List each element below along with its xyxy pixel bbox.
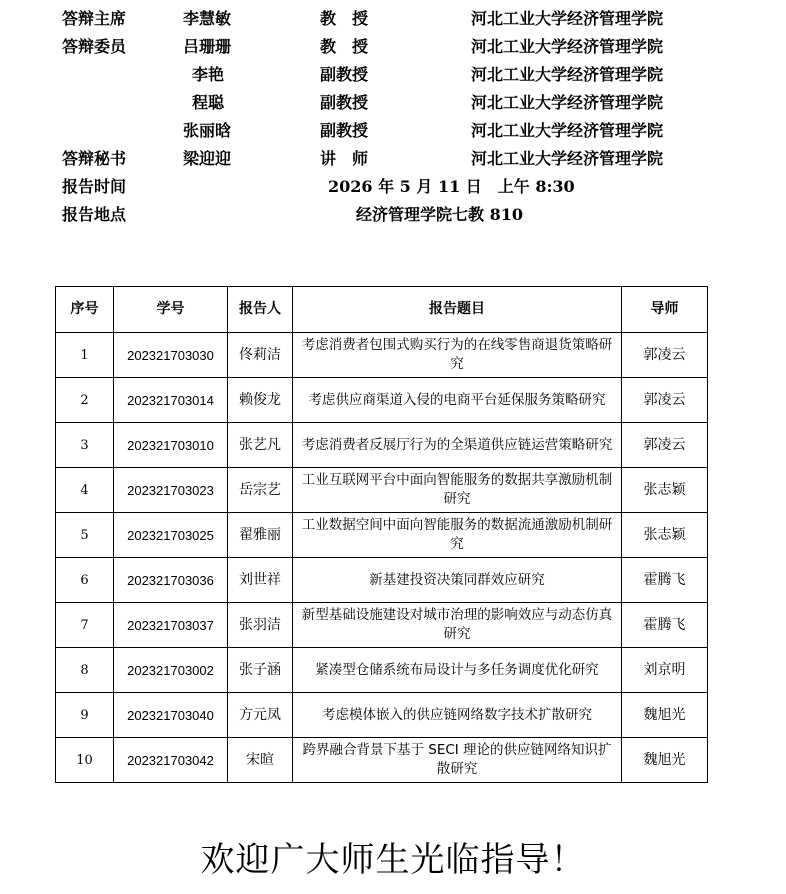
- row-topic: 工业数据空间中面向智能服务的数据流通激励机制研究: [293, 513, 622, 558]
- row-topic: 考虑供应商渠道入侵的电商平台延保服务策略研究: [293, 378, 622, 423]
- table-row: [56, 603, 708, 648]
- row-no: 8: [56, 648, 114, 693]
- table-row: [56, 738, 708, 783]
- row-presenter: 岳宗艺: [228, 468, 293, 513]
- row-presenter: 方元凤: [228, 693, 293, 738]
- row-topic: 考虑消费者反展厅行为的全渠道供应链运营策略研究: [293, 423, 622, 468]
- member-name: 吕珊珊: [183, 37, 232, 56]
- role-label: 答辩主席: [62, 9, 127, 28]
- role-label: 答辩委员: [62, 37, 127, 56]
- member-name: 程聪: [192, 93, 225, 112]
- table-row: [56, 693, 708, 738]
- row-presenter: 佟莉洁: [228, 333, 293, 378]
- table-row: [56, 558, 708, 603]
- role-label: 答辩秘书: [62, 149, 127, 168]
- row-advisor: 郭凌云: [622, 378, 708, 423]
- table-row: [56, 423, 708, 468]
- row-student-id: 202321703010: [114, 423, 228, 468]
- report-place-value: 经济管理学院七教 810: [356, 205, 523, 224]
- row-advisor: 魏旭光: [622, 738, 708, 783]
- row-student-id: 202321703023: [114, 468, 228, 513]
- member-title: 副教授: [320, 121, 369, 140]
- header-topic: 报告题目: [293, 287, 622, 333]
- row-student-id: 202321703025: [114, 513, 228, 558]
- row-no: 2: [56, 378, 114, 423]
- row-student-id: 202321703037: [114, 603, 228, 648]
- row-advisor: 张志颖: [622, 513, 708, 558]
- report-place-row: [0, 205, 786, 233]
- committee-member-row: [0, 37, 786, 65]
- committee-secretary-row: [0, 149, 786, 177]
- row-no: 7: [56, 603, 114, 648]
- committee-chair-row: [0, 9, 786, 37]
- row-student-id: 202321703030: [114, 333, 228, 378]
- row-presenter: 张子涵: [228, 648, 293, 693]
- row-no: 1: [56, 333, 114, 378]
- header-no: 序号: [56, 287, 114, 333]
- member-org: 河北工业大学经济管理学院: [471, 37, 664, 56]
- welcome-footer: 欢迎广大师生光临指导！: [200, 840, 586, 880]
- row-advisor: 刘京明: [622, 648, 708, 693]
- member-org: 河北工业大学经济管理学院: [471, 93, 664, 112]
- report-time-row: [0, 177, 786, 205]
- row-topic: 工业互联网平台中面向智能服务的数据共享激励机制研究: [293, 468, 622, 513]
- member-title: 教 授: [320, 37, 369, 56]
- table-row: [56, 378, 708, 423]
- member-org: 河北工业大学经济管理学院: [471, 65, 664, 84]
- row-no: 4: [56, 468, 114, 513]
- row-topic: 考虑消费者包围式购买行为的在线零售商退货策略研究: [293, 333, 622, 378]
- row-no: 9: [56, 693, 114, 738]
- report-time-label: 报告时间: [62, 177, 127, 196]
- member-org: 河北工业大学经济管理学院: [471, 9, 664, 28]
- defense-schedule-table: [55, 286, 708, 783]
- row-student-id: 202321703042: [114, 738, 228, 783]
- row-topic: 跨界融合背景下基于 SECI 理论的供应链网络知识扩散研究: [293, 738, 622, 783]
- row-student-id: 202321703014: [114, 378, 228, 423]
- row-student-id: 202321703040: [114, 693, 228, 738]
- header-presenter: 报告人: [228, 287, 293, 333]
- header-advisor: 导师: [622, 287, 708, 333]
- row-presenter: 宋暄: [228, 738, 293, 783]
- row-topic: 紧凑型仓储系统布局设计与多任务调度优化研究: [293, 648, 622, 693]
- row-presenter: 张羽洁: [228, 603, 293, 648]
- report-place-label: 报告地点: [62, 205, 127, 224]
- table-row: [56, 468, 708, 513]
- row-student-id: 202321703002: [114, 648, 228, 693]
- member-name: 梁迎迎: [183, 149, 232, 168]
- row-presenter: 赖俊龙: [228, 378, 293, 423]
- row-advisor: 霍腾飞: [622, 603, 708, 648]
- committee-member-row: [0, 93, 786, 121]
- row-advisor: 张志颖: [622, 468, 708, 513]
- report-time-value: 2026 年 5 月 11 日 上午 8:30: [328, 177, 575, 196]
- table-row: [56, 513, 708, 558]
- row-no: 3: [56, 423, 114, 468]
- member-name: 李慧敏: [183, 9, 232, 28]
- row-no: 5: [56, 513, 114, 558]
- row-presenter: 翟雅丽: [228, 513, 293, 558]
- row-no: 6: [56, 558, 114, 603]
- row-presenter: 张艺凡: [228, 423, 293, 468]
- member-title: 讲 师: [320, 149, 369, 168]
- member-org: 河北工业大学经济管理学院: [471, 149, 664, 168]
- table-row: [56, 648, 708, 693]
- row-topic: 新型基础设施建设对城市治理的影响效应与动态仿真研究: [293, 603, 622, 648]
- committee-member-row: [0, 65, 786, 93]
- committee-member-row: [0, 121, 786, 149]
- header-student-id: 学号: [114, 287, 228, 333]
- row-no: 10: [56, 738, 114, 783]
- member-org: 河北工业大学经济管理学院: [471, 121, 664, 140]
- member-title: 教 授: [320, 9, 369, 28]
- row-advisor: 霍腾飞: [622, 558, 708, 603]
- member-title: 副教授: [320, 65, 369, 84]
- member-name: 张丽晗: [183, 121, 232, 140]
- row-advisor: 魏旭光: [622, 693, 708, 738]
- row-topic: 考虑模体嵌入的供应链网络数字技术扩散研究: [293, 693, 622, 738]
- member-title: 副教授: [320, 93, 369, 112]
- table-header-row: [56, 287, 708, 333]
- table-row: [56, 333, 708, 378]
- member-name: 李艳: [192, 65, 225, 84]
- row-student-id: 202321703036: [114, 558, 228, 603]
- row-advisor: 郭凌云: [622, 423, 708, 468]
- row-advisor: 郭凌云: [622, 333, 708, 378]
- row-topic: 新基建投资决策同群效应研究: [293, 558, 622, 603]
- row-presenter: 刘世祥: [228, 558, 293, 603]
